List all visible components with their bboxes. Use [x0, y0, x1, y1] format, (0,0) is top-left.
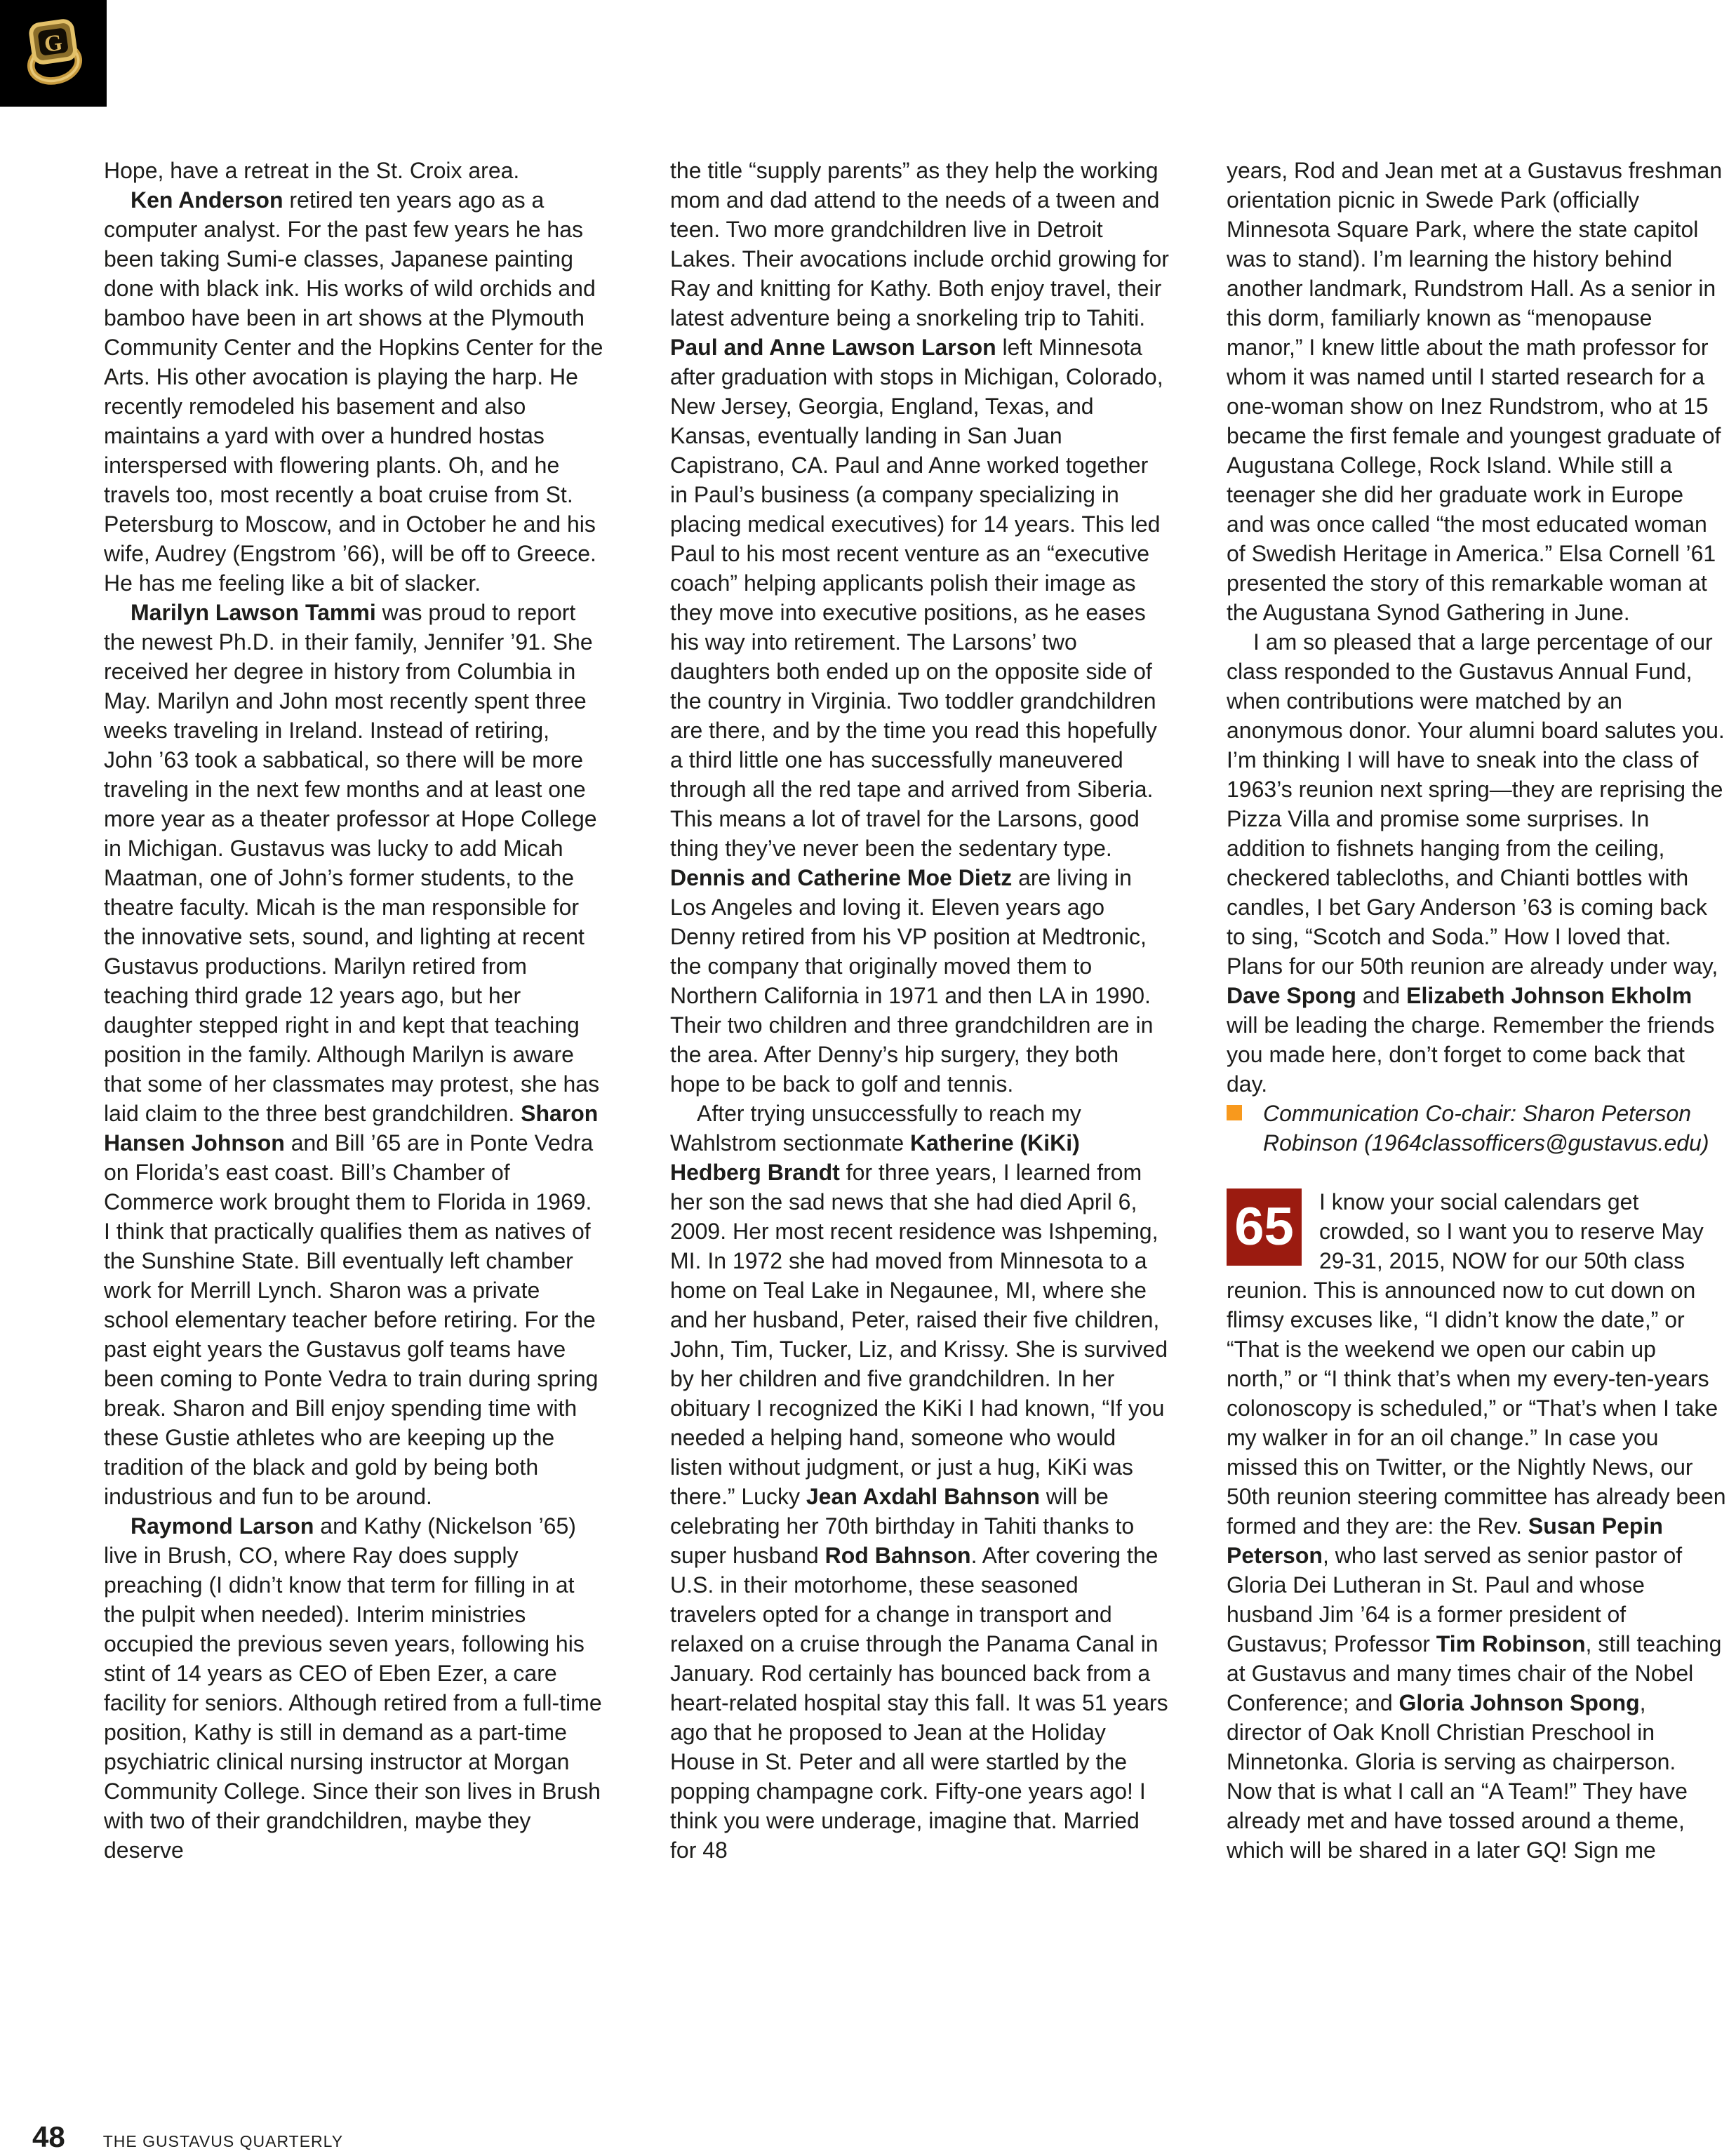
body-text-run: and: [1356, 983, 1407, 1008]
body-text-run: and Kathy (Nickelson ’65) live in Brush, CO, where Ray does supply preaching (I didn’t know that term for filling in at the pulpit when needed). Interim ministries occupied the previous seven years, following his stint of 14 years as CEO of Eben Ezer, a care facility for seniors. Although retired from a full-time position, Kathy is still in demand as a part-time psychiatric clinical nursing instructor at Morgan Community College. Since their son lives in Brush with two of their grandchildren, maybe they deserve: [104, 1513, 602, 1863]
italic-note-text: Communication Co-chair: Sharon Peterson Robinson (1964classofficers@gustavus.edu): [1263, 1101, 1709, 1156]
person-name: Susan Pepin Peterson: [1227, 1513, 1663, 1568]
body-text-run: After trying unsuccessfully to reach my Wahlstrom sectionmate: [670, 1101, 1081, 1156]
contact-note-text: [1263, 1099, 1726, 1158]
class-year-section: [1227, 1187, 1726, 1865]
orange-square-bullet-icon: [1227, 1105, 1242, 1120]
body-text-run: will be celebrating her 70th birthday in Tahiti thanks to super husband: [670, 1484, 1135, 1568]
body-text-run: and Bill ’65 are in Ponte Vedra on Florida’s east coast. Bill’s Chamber of Commerce work brought them to Florida in 1969. I think that practically qualifies them as natives of the Sunshine State. Bill eventually left chamber work for Merrill Lynch. Sharon was a private school elementary teacher before retiring. For the past eight years the Gustavus golf teams have been coming to Ponte Vedra to train during spring break. Sharon and Bill enjoy spending time with these Gustie athletes who are keeping up the tradition of the black and gold by being both industrious and fun to be around.: [104, 1130, 599, 1509]
person-name: Raymond Larson: [131, 1513, 314, 1539]
person-name: Rod Bahnson: [824, 1543, 971, 1568]
body-text-run: , director of Oak Knoll Christian Preschool in Minnetonka. Gloria is serving as chairperson. Now that is what I call an “A Team!” They have already met and have tossed around a theme, which will be shared in a later GQ! Sign me: [1227, 1690, 1688, 1863]
paragraph: [670, 156, 1170, 1099]
paragraph: [1227, 627, 1726, 1099]
body-text-run: . After covering the U.S. in their motorhome, these seasoned travelers opted for a change in transport and relaxed on a cruise through the Panama Canal in January. Rod certainly has bounced back from a heart-related hospital stay this fall. It was 51 years ago that he proposed to Jean at the Holiday House in St. Peter and all were startled by the popping champagne cork. Fifty-one years ago! I think you were underage, imagine that. Married for 48: [670, 1543, 1168, 1863]
body-text-run: retired ten years ago as a computer analyst. For the past few years he has been taking Sumi-e classes, Japanese painting done with black ink. His works of wild orchids and bamboo have been in art shows at the Plymouth Community Center and the Hopkins Center for the Arts. His other avocation is playing the harp. He recently remodeled his basement and also maintains a yard with over a hundred hostas interspersed with flowering plants. Oh, and he travels too, most recently a boat cruise from St. Petersburg to Moscow, and in October he and his wife, Audrey (Engstrom ’66), will be off to Greece. He has me feeling like a bit of slacker.: [104, 187, 603, 596]
body-text-run: Hope, have a retreat in the St. Croix area.: [104, 158, 520, 183]
person-name: Paul and Anne Lawson Larson: [670, 335, 996, 360]
body-text-run: , still teaching at Gustavus and many times chair of the Nobel Conference; and: [1227, 1631, 1722, 1715]
person-name: Jean Axdahl Bahnson: [806, 1484, 1040, 1509]
page-number: 48: [32, 2120, 65, 2153]
magazine-logo: [0, 0, 107, 107]
body-text-run: left Minnesota after graduation with stops in Michigan, Colorado, New Jersey, Georgia, England, Texas, and Kansas, eventually landing in San Juan Capistrano, CA. Paul and Anne worked together in Paul’s business (a company specializing in placing medical executives) for 14 years. This led Paul to his most recent venture as an “executive coach” helping applicants polish their image as they move into executive positions, as he eases his way into retirement. The Larsons’ two daughters both ended up on the opposite side of the country in Virginia. Two toddler grandchildren are there, and by the time you read this hopefully a third little one has successfully maneuvered through all the red tape and arrived from Siberia. This means a lot of travel for the Larsons, good thing they’ve never been the sedentary type.: [670, 335, 1163, 861]
class-ring-icon: [12, 12, 95, 95]
publication-name: THE GUSTAVUS QUARTERLY: [102, 2132, 344, 2150]
paragraph: [104, 1511, 603, 1865]
body-text-run: are living in Los Angeles and loving it. Eleven years ago Denny retired from his VP position at Medtronic, the company that originally moved them to Northern California in 1971 and then LA in 1990. Their two children and three grandchildren are in the area. After Denny’s hip surgery, they both hope to be back to golf and tennis.: [670, 865, 1154, 1097]
paragraph: [104, 598, 603, 1511]
person-name: Marilyn Lawson Tammi: [131, 600, 376, 625]
person-name: Gloria Johnson Spong: [1398, 1690, 1640, 1715]
class-year-text: [1227, 1189, 1726, 1863]
logo-letter: G: [42, 29, 65, 58]
text-column-2: [670, 156, 1170, 1865]
text-column-3: [1227, 156, 1726, 1865]
text-column-1: [104, 156, 603, 1865]
person-name: Sharon Hansen Johnson: [104, 1101, 599, 1156]
person-name: Elizabeth Johnson Ekholm: [1406, 983, 1692, 1008]
body-text-run: , who last served as senior pastor of Gloria Dei Lutheran in St. Paul and whose husband Jim ’64 is a former president of Gustavus; Professor: [1227, 1543, 1683, 1656]
body-text-run: was proud to report the newest Ph.D. in their family, Jennifer ’91. She received her degree in history from Columbia in May. Marilyn and John most recently spent three weeks traveling in Ireland. Instead of retiring, John ’63 took a sabbatical, so there will be more traveling in the next few months and at least one more year as a theater professor at Hope College in Michigan. Gustavus was lucky to add Micah Maatman, one of John’s former students, to the theatre faculty. Micah is the man responsible for the innovative sets, sound, and lighting at recent Gustavus productions. Marilyn retired from teaching third grade 12 years ago, but her daughter stepped right in and kept that teaching position in the family. Although Marilyn is aware that some of her classmates may protest, she has laid claim to the three best grandchildren.: [104, 600, 600, 1126]
paragraph: [670, 1099, 1170, 1865]
person-name: Dennis and Catherine Moe Dietz: [670, 865, 1013, 890]
class-year-badge: 65: [1227, 1189, 1302, 1266]
body-text-run: for three years, I learned from her son the sad news that she had died April 6, 2009. Her most recent residence was Ishpeming, MI. In 1972 she had moved from Minnesota to a home on Teal Lake in Negaunee, MI, where she and her husband, Peter, raised their five children, John, Tim, Tucker, Liz, and Krissy. She is survived by her children and five grandchildren. In her obituary I recognized the KiKi I had known, “If you needed a helping hand, someone who would listen without judgment, or just a hug, KiKi was there.” Lucky: [670, 1160, 1168, 1509]
paragraph: [104, 185, 603, 598]
body-text-run: will be leading the charge. Remember the friends you made here, don’t forget to come back that day.: [1227, 1012, 1715, 1097]
person-name: Ken Anderson: [131, 187, 283, 213]
page-footer: [32, 2120, 343, 2154]
paragraph: [1227, 156, 1726, 627]
body-text-run: I am so pleased that a large percentage of our class responded to the Gustavus Annual Fund, when contributions were matched by an anonymous donor. Your alumni board salutes you. I’m thinking I will have to sneak into the class of 1963’s reunion next spring—they are reprising the Pizza Villa and promise some surprises. In addition to fishnets hanging from the ceiling, checkered tablecloths, and Chianti bottles with candles, I bet Gary Anderson ’63 is coming back to sing, “Scotch and Soda.” How I loved that. Plans for our 50th reunion are already under way,: [1227, 629, 1725, 979]
person-name: Tim Robinson: [1436, 1631, 1586, 1656]
person-name: Dave Spong: [1227, 983, 1356, 1008]
contact-note: [1227, 1099, 1726, 1158]
body-text-run: the title “supply parents” as they help the working mom and dad attend to the needs of a tween and teen. Two more grandchildren live in Detroit Lakes. Their avocations include orchid growing for Ray and knitting for Kathy. Both enjoy travel, their latest adventure being a snorkeling trip to Tahiti.: [670, 158, 1169, 330]
body-text-run: I know your social calendars get crowded, so I want you to reserve May 29-31, 2015, NOW for our 50th class reunion. This is announced now to cut down on flimsy excuses like, “I didn’t know the date,” or “That is the weekend we open our cabin up north,” or “I think that’s when my every-ten-years colonoscopy is scheduled,” or “That’s when I take my walker in for an oil change.” In case you missed this on Twitter, or the Nightly News, our 50th reunion steering committee has already been formed and they are: the Rev.: [1227, 1189, 1726, 1539]
body-text-run: years, Rod and Jean met at a Gustavus freshman orientation picnic in Swede Park (officially Minnesota Square Park, where the state capitol was to stand). I’m learning the history behind another landmark, Rundstrom Hall. As a senior in this dorm, familiarly known as “menopause manor,” I knew little about the math professor for whom it was named until I started research for a one-woman show on Inez Rundstrom, who at 15 became the first female and youngest graduate of Augustana College, Rock Island. While still a teenager she did her graduate work in Europe and was once called “the most educated woman of Swedish Heritage in America.” Elsa Cornell ’61 presented the story of this remarkable woman at the Augustana Synod Gathering in June.: [1227, 158, 1723, 625]
person-name: Katherine (KiKi) Hedberg Brandt: [670, 1130, 1080, 1185]
paragraph: [104, 156, 603, 185]
